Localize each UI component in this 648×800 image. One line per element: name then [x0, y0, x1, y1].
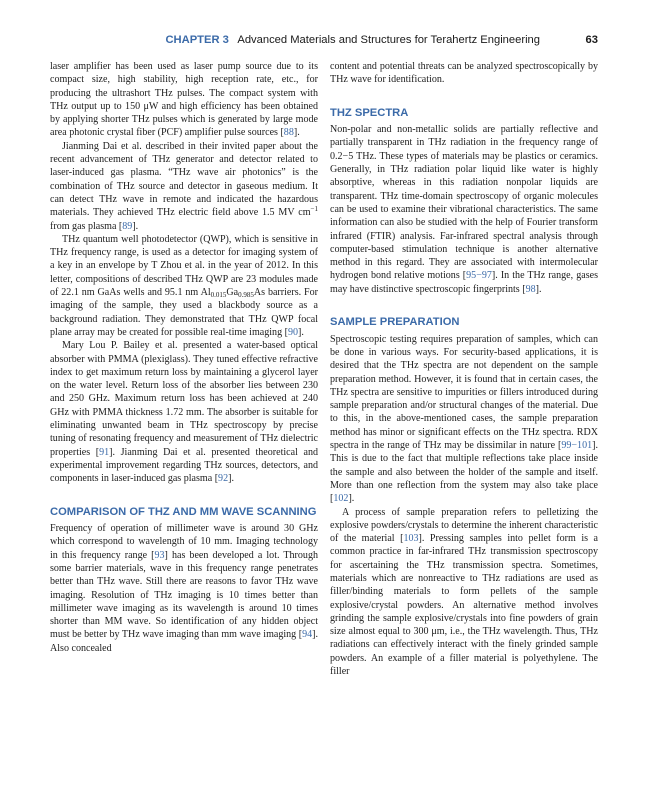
paragraph: THz quantum well photodetector (QWP), which is sensitive in THz frequency range, is used as a detector for imaging system of a key in an envelope by T Zhou et al. in the year of 2012. In this letter, compositions of described THz QWP are 23 modules made of 22.1 nm GaAs wells and 95.1 nm $Al_{0.015}Ga_{0.985}As$ barriers. For imaging of the sample, they used a blackbody source as a background radiation. They demonstrated that THz QWP focal plane array may be created for possible real-time imaging [90]. — [50, 233, 319, 338]
citation-link[interactable]: 102 — [333, 493, 349, 505]
chapter-label: CHAPTER 3 — [165, 34, 229, 46]
paragraph: content and potential threats can be analyzed spectroscopically by THz wave for identification. — [330, 61, 598, 86]
paragraph: Spectroscopic testing requires preparation of samples, which can be done in various ways. For security-based applications, it is desired that the THz spectra are not dependent on the sample preparation method. However, it is found that in certain cases, the THz spectra are sensitive to impurities or fillers introduced during sample preparation and/or structural changes of the material. Due to this, in the above-mentioned cases, the sample preparation method has minor or significant effects on the THz spectra. RDX spectra in the range of THz may be dissimilar in nature [99−101]. This is due to the fact that multiple reflections take place inside the sample and also between the holder of the sample and itself. More than one reflection from the system may also take place [102]. — [330, 333, 598, 505]
citation-link[interactable]: 89 — [122, 220, 133, 232]
page-number: 63 — [585, 34, 598, 46]
running-header — [50, 34, 598, 48]
right-column — [330, 60, 598, 678]
paragraph: A process of sample preparation refers to pelletizing the explosive powders/crystals to determine the inherent characteristic of the material [103]. Pressing samples into pellet form is a common practice in far-infrared THz transmission spectroscopy for ascertaining the THz transmission spectra. Sometimes, materials which are nonreactive to THz radiations are used as filler/binding materials to form pellets of the sample explosive/crystal powders. An alternative method involves grinding the sample explosive/crystals into fine powders of grain size almost equal to 300 μm, i.e., the THz wavelength. Thus, THz radiations can effectively interact with the finely grinded sample powders. An example of a filler material is polyethylene. The filler — [330, 506, 598, 678]
paragraph: Non-polar and non-metallic solids are partially reflective and partially transparent in THz radiation in the frequency range of 0.2−5 THz. These types of materials may be plastics or ceramics. Generally, in THz radiation polar liquid like water is highly absorptive, whereas in this radiation nonpolar liquids are transparent. THz time-domain spectroscopy of organic molecules can be used to examine their vibrational characteristics. The same information can also be studied with the help of Fourier transform infrared (FTIR) analysis. Far-infrared spectral analysis through computer-based stimulation technique is another alternative method in this regard. They are associated with intermolecular hydrogen bond relative motions [95−97]. In the THz range, gases may have distinctive spectroscopic fingerprints [98]. — [330, 124, 598, 295]
citation-link[interactable]: 91 — [99, 446, 110, 458]
citation-link[interactable]: 93 — [154, 549, 165, 561]
paragraph: Jianming Dai et al. described in their invited paper about the recent advancement of THz generator and detector related to laser-induced gas plasma. “THz wave air photonics” is the combination of THz source and detector in gaseous medium. It can detect THz wave in remote and indicated the hazardous materials. They achieved THz electric field above 1.5 MV $cm^{-1}$ from gas plasma [89]. — [50, 140, 318, 232]
citation-link[interactable]: 92 — [218, 473, 229, 485]
left-column — [50, 60, 318, 655]
chapter-heading — [165, 34, 540, 46]
citation-link[interactable]: 103 — [403, 533, 419, 545]
citation-link[interactable]: 99−101 — [561, 440, 593, 452]
citation-link[interactable]: 90 — [287, 326, 298, 338]
section-heading: SAMPLE PREPARATION — [330, 316, 460, 329]
paragraph: laser amplifier has been used as laser pump source due to its compact size, high stability, high reception rate, etc., for producing the ultrashort THz pulses. The compact system with THz output up to 150 μW and high efficiency has been obtained by applying shorter THz pulses which is generated by large mode area photonic crystal fiber (PCF) amplifier pulse sources [88]. — [50, 61, 318, 139]
citation-link[interactable]: 95−97 — [466, 270, 492, 282]
paragraph: Frequency of operation of millimeter wave is around 30 GHz which correspond to wavelength of 10 mm. Imaging technology in this frequency range [93] has been developed a lot. Through some barrier materials, wave in this frequency range penetrates better than THz wave. Still there are reasons to favor THz wave imaging. Resolution of THz imaging is 10 times better than millimeter wave imaging as its wavelength is around 10 times shorter than MM wave. So identification of any hidden object must be better by THz wave imaging than mm wave imaging [94]. Also concealed — [50, 523, 318, 654]
section-heading: COMPARISON OF THZ AND MM WAVE SCANNING — [50, 505, 317, 518]
citation-link[interactable]: 88 — [283, 127, 294, 139]
chapter-title: Advanced Materials and Structures for Terahertz Engineering — [237, 34, 540, 46]
citation-link[interactable]: 94 — [302, 629, 313, 641]
citation-link[interactable]: 98 — [525, 283, 536, 295]
section-heading: THZ SPECTRA — [330, 106, 409, 119]
paragraph: Mary Lou P. Bailey et al. presented a water-based optical absorber with PMMA (plexiglass). They tuned effective refractive index to get maximum return loss by maintaining a glycerol layer on the water level. Return loss of the absorber lies between 230 and 250 GHz. Maximum return loss has been achieved at 240 GHz with PMMA thickness 1.72 mm. The absorber is suitable for eliminating unwanted beam in THz spectroscopy by precise tuning of resonating frequency and measurement of THz dielectric properties [91]. Jianming Dai et al. presented theoretical and experimental improvement regarding THz sources, detectors, and components in laser-induced gas plasma [92]. — [50, 340, 318, 485]
